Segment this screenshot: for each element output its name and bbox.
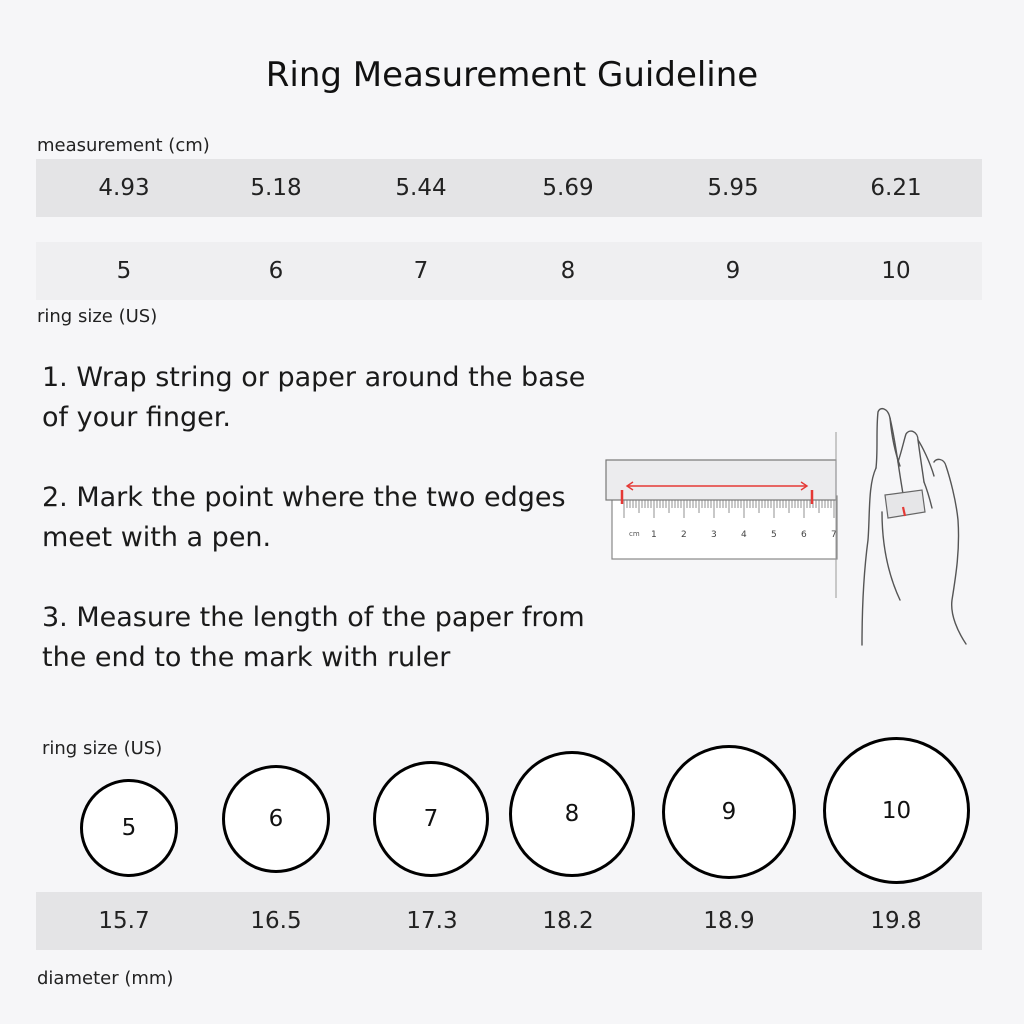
circles-label: ring size (US) <box>42 738 163 759</box>
measurement-cell: 5.69 <box>542 175 594 201</box>
measurement-cell: 4.93 <box>98 175 150 201</box>
diameter-cell: 16.5 <box>250 908 302 934</box>
ring-circle-7 <box>373 761 489 877</box>
measurement-label: measurement (cm) <box>37 135 210 156</box>
ring-circle-5 <box>80 779 178 877</box>
ruler-body <box>612 496 837 559</box>
ring-size-cell: 7 <box>413 258 429 284</box>
ring-circle-10 <box>823 737 970 884</box>
ring-size-cell: 8 <box>560 258 576 284</box>
ruler-number: 5 <box>771 530 777 540</box>
diameter-cell: 15.7 <box>98 908 150 934</box>
hand-icon <box>862 409 966 645</box>
ring-size-cell: 6 <box>268 258 284 284</box>
ruler-number: 2 <box>681 530 687 540</box>
diameter-cell: 18.9 <box>703 908 755 934</box>
step-2: 2. Mark the point where the two edges meet with a pen. <box>42 482 566 553</box>
measurement-row <box>36 159 982 217</box>
ring-size-row <box>36 242 982 300</box>
step-3: 3. Measure the length of the paper from the end to the mark with ruler <box>42 602 585 673</box>
measurement-cell: 6.21 <box>870 175 922 201</box>
ring-circle-label: 5 <box>121 815 137 841</box>
measurement-cell: 5.95 <box>707 175 759 201</box>
ring-circle-6 <box>222 765 330 873</box>
ruler-number: 1 <box>651 530 657 540</box>
diameter-cell: 19.8 <box>870 908 922 934</box>
diameter-cell: 17.3 <box>406 908 458 934</box>
ring-circle-8 <box>509 751 635 877</box>
diameter-cell: 18.2 <box>542 908 594 934</box>
ring-size-cell: 9 <box>725 258 741 284</box>
page-title: Ring Measurement Guideline <box>265 55 759 95</box>
step-1: 1. Wrap string or paper around the base of your finger. <box>42 362 586 433</box>
ring-circle-label: 6 <box>268 806 284 832</box>
instruction-steps <box>42 358 602 718</box>
diameter-label: diameter (mm) <box>37 968 174 989</box>
ruler-number: 7 <box>831 530 837 540</box>
ruler-unit: cm <box>629 530 640 538</box>
paper-strip <box>606 460 836 500</box>
measurement-cell: 5.18 <box>250 175 302 201</box>
diameter-row <box>36 892 982 950</box>
ring-circle-label: 7 <box>423 806 439 832</box>
ruler-number: 4 <box>741 530 747 540</box>
ring-size-cell: 5 <box>116 258 132 284</box>
ruler-number: 6 <box>801 530 807 540</box>
ring-circle-9 <box>662 745 796 879</box>
ring-size-label: ring size (US) <box>37 306 158 327</box>
ring-circle-label: 10 <box>881 797 912 824</box>
ring-size-cell: 10 <box>881 258 911 284</box>
ruler-number: 3 <box>711 530 717 540</box>
ring-circle-label: 9 <box>721 799 737 825</box>
measurement-cell: 5.44 <box>395 175 447 201</box>
ring-circle-label: 8 <box>564 801 580 827</box>
ruler-hand-illustration <box>600 400 980 650</box>
